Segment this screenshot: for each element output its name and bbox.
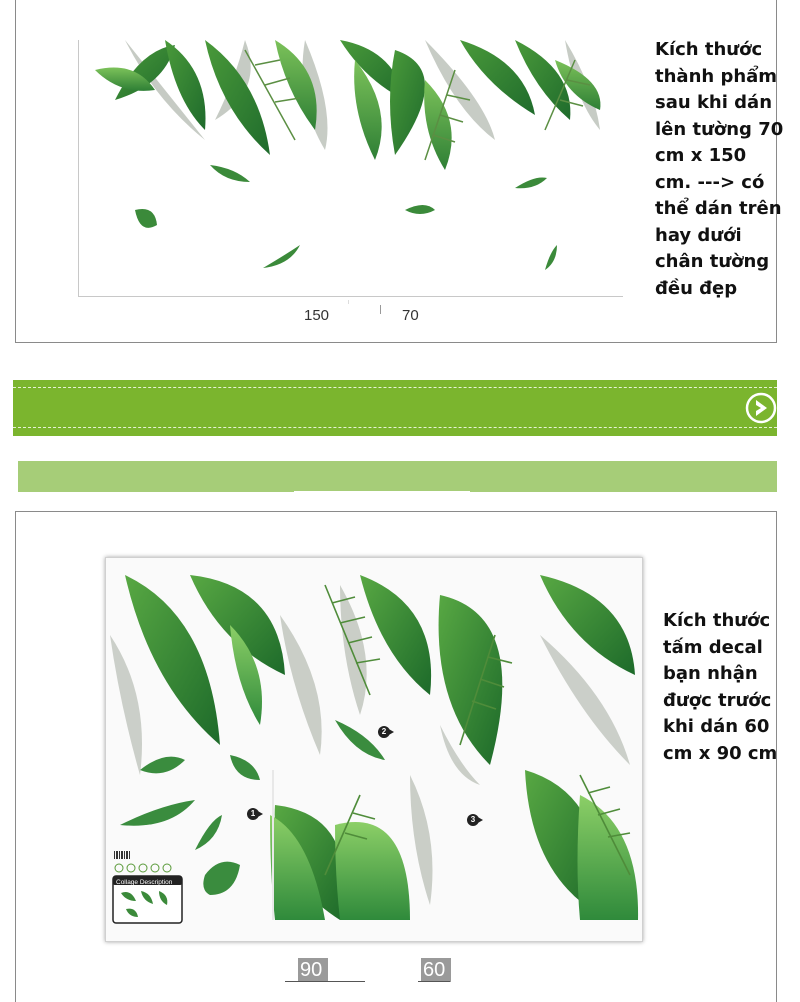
finished-size-caption: Kích thước thành phẩm sau khi dán lên tường 70 cm x 150 cm. ---> có thể dán trên hay dưới chân tường đều đẹp bbox=[655, 39, 784, 299]
package-thumbnail bbox=[111, 849, 184, 925]
piece-marker-1: 1 bbox=[245, 808, 265, 822]
package-label: Collage Description bbox=[116, 879, 173, 886]
section-divider-banner bbox=[13, 380, 777, 436]
size-underline bbox=[418, 981, 450, 982]
dimension-label-width: 150 bbox=[304, 307, 330, 324]
size-label-90: 90 bbox=[298, 958, 328, 982]
banner-dash-bottom bbox=[13, 427, 777, 428]
piece-marker-2: 2 bbox=[376, 726, 396, 740]
wall-axis-vertical bbox=[78, 40, 79, 296]
hanging-leaves-illustration bbox=[95, 40, 615, 280]
piece-marker-3: 3 bbox=[465, 814, 485, 828]
sheet-size-caption: Kích thước tấm decal bạn nhận được trước khi dán 60 cm x 90 cm bbox=[663, 610, 778, 764]
chevron-right-circle-icon[interactable] bbox=[745, 392, 777, 424]
dimension-divider bbox=[348, 300, 349, 304]
size-underline bbox=[285, 981, 365, 982]
strip-underline bbox=[294, 491, 470, 493]
wall-axis-horizontal bbox=[78, 296, 623, 297]
size-label-60: 60 bbox=[421, 958, 451, 982]
section-header-strip bbox=[18, 461, 777, 492]
banner-dash-top bbox=[13, 387, 777, 388]
dimension-divider bbox=[380, 305, 381, 314]
decal-sheet-leaves-illustration bbox=[110, 575, 640, 925]
dimension-label-height: 70 bbox=[402, 307, 419, 324]
